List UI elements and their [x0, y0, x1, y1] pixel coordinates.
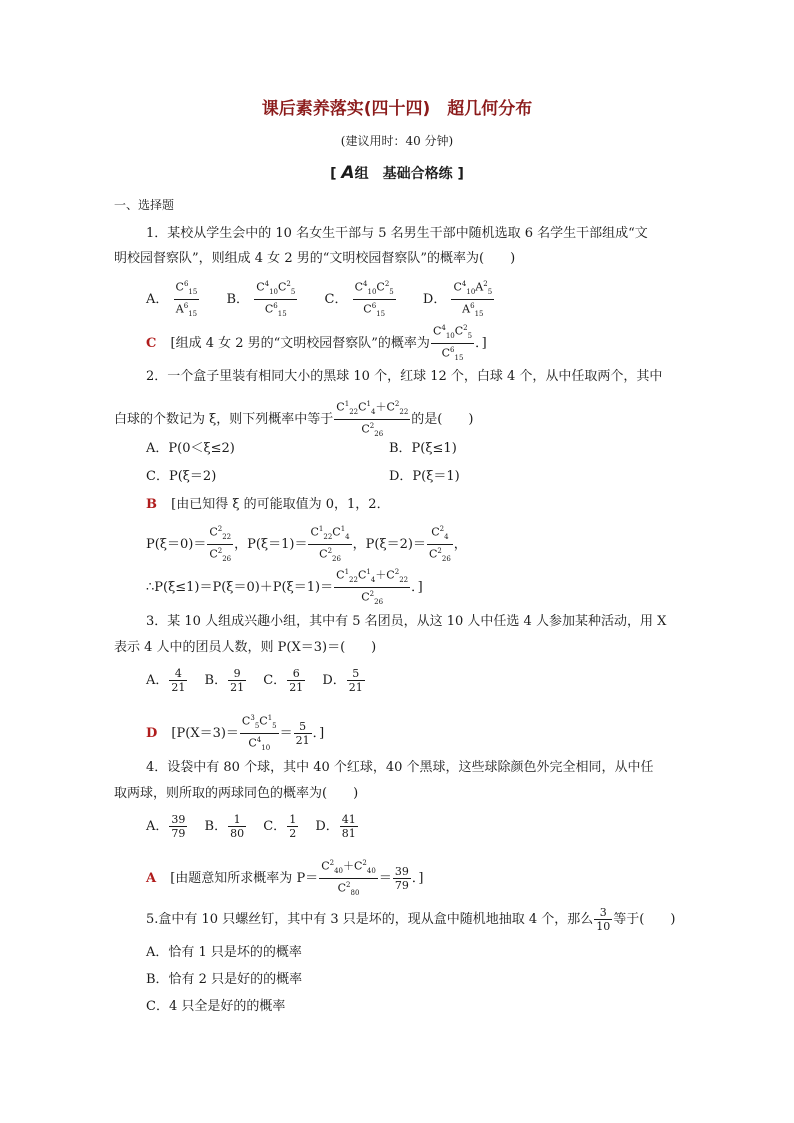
q4-line2: 取两球，则所取的两球同色的概率为( ): [114, 786, 359, 801]
q1-option-a-label: A．: [146, 291, 169, 307]
q5-option-c: C．4 只全是好的的概率: [146, 999, 286, 1014]
group-letter: A: [341, 163, 355, 183]
q2-solution-line2: P(ξ＝0)＝ $\frac{C^2_{22}}{C^2_{26}}$ ，P(ξ＝1)＝ $\frac{C^1_{22}C^1_4}{C^2_{26}}$ ，P(ξ＝2)＝ $\frac{C^2_4}{C^2_{26}}$ ，: [146, 523, 467, 566]
q1-option-c-label: C．: [324, 291, 348, 307]
q2-line2: 白球的个数记为 ξ，则下列概率中等于 $\frac{C^1_{22}C^1_4+C^2_{22}}{C^2_{26}}$ 的是( ): [114, 398, 473, 441]
q1-solution-fraction: $\frac{C^4_{10}C^2_5}{C^6_{15}}$: [432, 324, 473, 362]
q2-target-fraction: $\frac{C^1_{22}C^1_4+C^2_{22}}{C^2_{26}}$: [336, 400, 409, 438]
q2-line1: 2．一个盒子里装有相同大小的黑球 10 个，红球 12 个，白球 4 个，从中任取两个，其中: [146, 369, 663, 384]
q4-solution: A [由题意知所求概率为 P＝ $\frac{C^2_{40}+C^2_{40}}{C^2_{80}}$ ＝ $\frac{39}{79}$ ．]: [146, 857, 423, 900]
q1-option-b-label: B．: [226, 291, 250, 307]
q3-solution-fraction: $\frac{C^3_5C^1_5}{C^4_{10}}$: [241, 714, 277, 752]
q4-line1: 4．设袋中有 80 个球，其中 40 个红球，40 个黑球，这些球除颜色外完全相同，从中任: [146, 760, 654, 775]
q3-line1: 3．某 10 人组成兴趣小组，其中有 5 名团员，从这 10 人中任选 4 人参加某种活动，用 X: [146, 614, 667, 629]
q3-line2: 表示 4 人中的团员人数，则 P(X＝3)＝( ): [114, 640, 377, 655]
q3-answer: D: [146, 725, 158, 741]
q2-answer: B: [146, 497, 157, 512]
q5-option-a: A．恰有 1 只是坏的的概率: [146, 945, 302, 960]
q2-option-c: C．P(ξ＝2): [146, 469, 217, 484]
q3-solution: D [P(X＝3)＝ $\frac{C^3_5C^1_5}{C^4_{10}}$ ＝ $\frac{5}{21}$ ．]: [146, 712, 324, 755]
group-heading: [0, 165, 794, 182]
section-heading: 一、选择题: [114, 198, 175, 212]
q2-option-b: B．P(ξ≤1): [389, 441, 457, 456]
q1-option-d-label: D．: [422, 291, 447, 307]
q1-option-b-fraction: $\frac{C^4_{10}C^2_5}{C^6_{15}}$: [256, 280, 296, 318]
q2-solution-line1: B [由已知得 ξ 的可能取值为 0，1，2．: [146, 497, 390, 512]
group-bracket-close: ]: [457, 166, 464, 182]
q2-option-d: D．P(ξ＝1): [389, 469, 460, 484]
q5-option-b: B．恰有 2 只是好的的概率: [146, 972, 303, 987]
group-label: 组 基础合格练: [354, 166, 453, 182]
q1-option-a-fraction: $\frac{C^6_{15}}{A^6_{15}}$: [175, 280, 198, 318]
q4-answer: A: [146, 870, 157, 886]
q2-p0-fraction: $\frac{C^2_{22}}{C^2_{26}}$: [209, 525, 232, 563]
q1-option-d-fraction: $\frac{C^4_{10}A^2_5}{A^6_{15}}$: [453, 280, 493, 318]
q1-option-c-fraction: $\frac{C^4_{10}C^2_5}{C^6_{15}}$: [354, 280, 394, 318]
q4-option-b-fraction: $\frac{1}{80}$: [230, 813, 245, 840]
q4-solution-fraction: $\frac{C^2_{40}+C^2_{40}}{C^2_{80}}$: [321, 859, 376, 897]
q1-line2: 明校园督察队”，则组成 4 女 2 男的“文明校园督察队”的概率为( ): [114, 251, 516, 266]
q1-options: [146, 278, 495, 321]
q2-sum-fraction: $\frac{C^1_{22}C^1_4+C^2_{22}}{C^2_{26}}$: [336, 568, 409, 606]
q3-option-b-fraction: $\frac{9}{21}$: [230, 667, 245, 694]
q1-answer: C: [146, 335, 157, 351]
q4-result-fraction: $\frac{39}{79}$: [394, 864, 409, 892]
q2-p2-fraction: $\frac{C^2_4}{C^2_{26}}$: [428, 525, 451, 563]
q2-option-a: A．P(0＜ξ≤2): [146, 441, 235, 456]
q4-option-d-fraction: $\frac{41}{81}$: [341, 813, 356, 840]
q3-option-c-fraction: $\frac{6}{21}$: [289, 667, 304, 694]
page-title: 课后素养落实(四十四) 超几何分布: [261, 99, 533, 119]
q5-fraction: $\frac{3}{10}$: [596, 906, 611, 933]
q1-line1: 1．某校从学生会中的 10 名女生干部与 5 名男生干部中随机选取 6 名学生干部组成“文: [146, 226, 648, 241]
q2-solution-line3: ∴P(ξ≤1)＝P(ξ＝0)＋P(ξ＝1)＝ $\frac{C^1_{22}C^1_4+C^2_{22}}{C^2_{26}}$ ．]: [146, 566, 423, 609]
group-bracket-open: [: [330, 166, 337, 182]
q4-option-c-fraction: $\frac{1}{2}$: [289, 813, 297, 840]
q1-solution: C [组成 4 女 2 男的“文明校园督察队”的概率为 $\frac{C^4_{10}C^2_5}{C^6_{15}}$ ．]: [146, 322, 487, 365]
suggested-time: (建议用时：40 分钟): [340, 134, 454, 148]
q3-option-d-fraction: $\frac{5}{21}$: [348, 667, 363, 694]
q4-options: A． $\frac{39}{79}$ B． $\frac{1}{80}$ C． $\frac{1}{2}$ D． $\frac{41}{81}$: [146, 813, 356, 840]
q4-option-a-fraction: $\frac{39}{79}$: [171, 813, 186, 840]
q3-result-fraction: $\frac{5}{21}$: [295, 719, 310, 747]
q5-line1: 5.盒中有 10 只螺丝钉，其中有 3 只是坏的，现从盒中随机地抽取 4 个，那么 $\frac{3}{10}$ 等于( ): [146, 906, 676, 933]
q2-p1-fraction: $\frac{C^1_{22}C^1_4}{C^2_{26}}$: [310, 525, 350, 563]
q3-options: A． $\frac{4}{21}$ B． $\frac{9}{21}$ C． $\frac{6}{21}$ D． $\frac{5}{21}$: [146, 667, 363, 694]
q3-option-a-fraction: $\frac{4}{21}$: [171, 667, 186, 694]
